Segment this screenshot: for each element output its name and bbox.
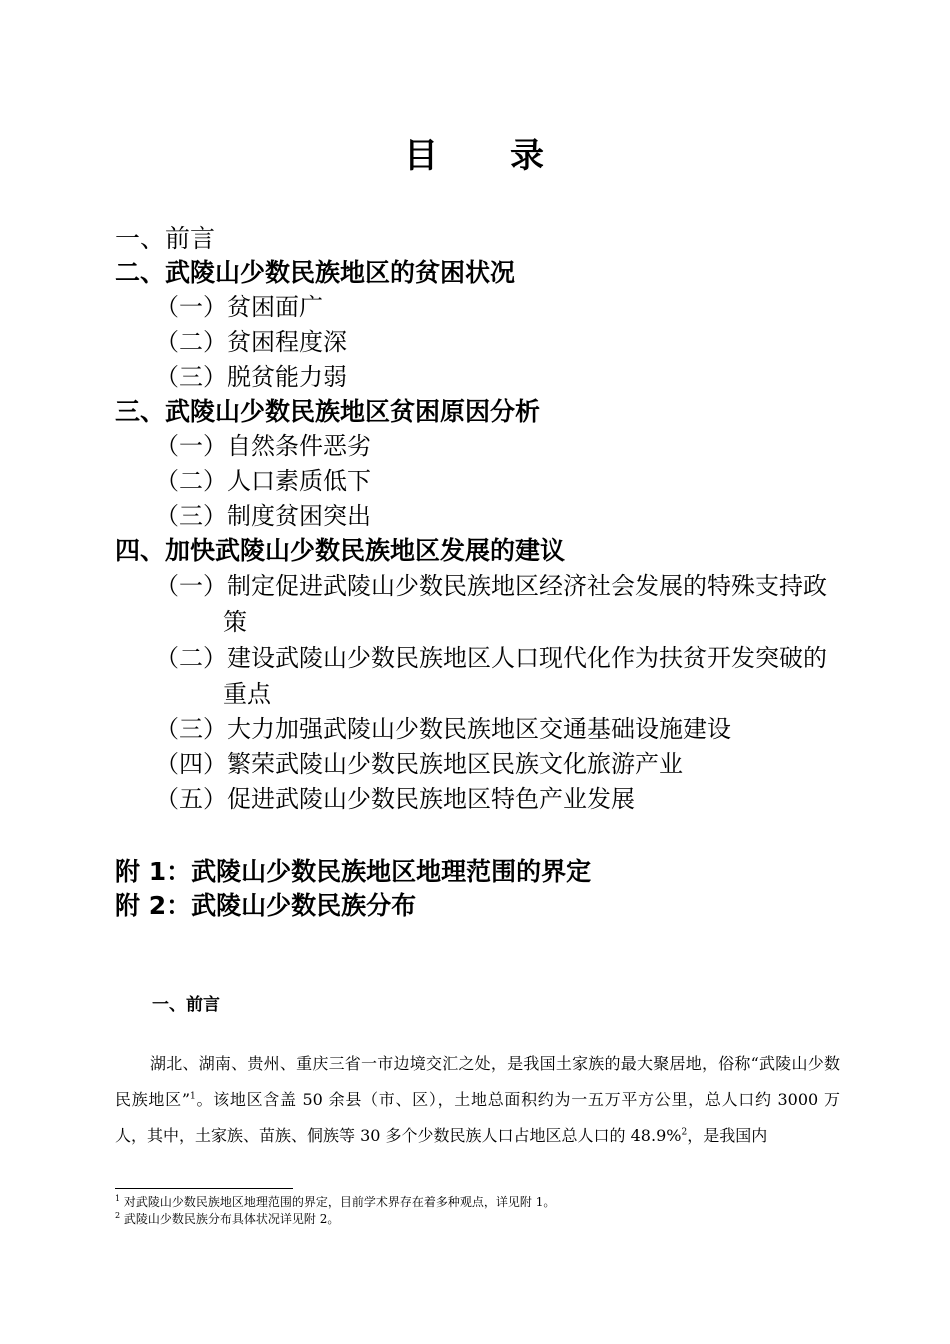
toc-subitem-transport-infrastructure[interactable]: （三）大力加强武陵山少数民族地区交通基础设施建设: [155, 715, 731, 743]
toc-subitem-weak-capacity[interactable]: （三）脱贫能力弱: [155, 363, 347, 391]
toc-item-poverty-status[interactable]: 二、武陵山少数民族地区的贫困状况: [115, 258, 516, 287]
footnotes: [115, 1194, 845, 1228]
footnote-2: [115, 1211, 845, 1228]
toc-subitem-population-modernization[interactable]: （二）建设武陵山少数民族地区人口现代化作为扶贫开发突破的重点: [155, 644, 827, 708]
footnote-number: 1: [115, 1194, 121, 1203]
toc-subitem-natural-conditions[interactable]: （一）自然条件恶劣: [155, 432, 371, 460]
toc-title: [0, 128, 950, 177]
paragraph-text-2: 。该地区含盖 50 余县（市、区），土地总面积约为一五万平方公里，总人口约 3000 万人，其中，土家族、苗族、侗族等 30 多个少数民族人口占地区总人口的 48.9%: [115, 1090, 840, 1145]
body-paragraph: [115, 1046, 840, 1154]
footnote-number: 2: [115, 1211, 121, 1220]
toc-item-poverty-causes[interactable]: 三、武陵山少数民族地区贫困原因分析: [115, 397, 541, 426]
toc-subitem-population-quality[interactable]: （二）人口素质低下: [155, 467, 371, 495]
toc-subitem-wide-poverty[interactable]: （一）贫困面广: [155, 293, 323, 321]
section-heading-preface: 一、前言: [152, 995, 220, 1015]
footnote-separator: [115, 1188, 293, 1189]
toc-subitem-cultural-tourism[interactable]: （四）繁荣武陵山少数民族地区民族文化旅游产业: [155, 750, 683, 778]
toc-title-char-1: 目: [404, 136, 440, 176]
paragraph-text-1: 湖北、湖南、贵州、重庆三省一市边境交汇之处，是我国土家族的最大聚居地，俗称“武陵山少数民族地区”: [115, 1054, 840, 1109]
toc-item-preface[interactable]: 一、前言: [115, 224, 216, 253]
footnote-ref-2[interactable]: 2: [681, 1127, 688, 1138]
table-of-contents: [115, 222, 845, 923]
toc-subitem-institutional-poverty[interactable]: （三）制度贫困突出: [155, 502, 371, 530]
footnote-1: [115, 1194, 845, 1211]
toc-item-appendix-1[interactable]: 附 1：武陵山少数民族地区地理范围的界定: [115, 857, 592, 886]
toc-title-char-2: 录: [510, 136, 546, 176]
footnote-text: 对武陵山少数民族地区地理范围的界定，目前学术界存在着多种观点，详见附 1。: [123, 1195, 556, 1209]
paragraph-text-3: ，是我国内: [687, 1126, 768, 1145]
footnote-text: 武陵山少数民族分布具体状况详见附 2。: [123, 1212, 340, 1226]
footnote-ref-1[interactable]: 1: [190, 1091, 196, 1102]
toc-subitem-deep-poverty[interactable]: （二）贫困程度深: [155, 328, 347, 356]
toc-item-appendix-2[interactable]: 附 2：武陵山少数民族分布: [115, 891, 417, 920]
toc-subitem-specialty-industries[interactable]: （五）促进武陵山少数民族地区特色产业发展: [155, 785, 635, 813]
toc-subitem-special-policy[interactable]: （一）制定促进武陵山少数民族地区经济社会发展的特殊支持政策: [155, 572, 827, 636]
toc-item-development-proposals[interactable]: 四、加快武陵山少数民族地区发展的建议: [115, 536, 566, 565]
